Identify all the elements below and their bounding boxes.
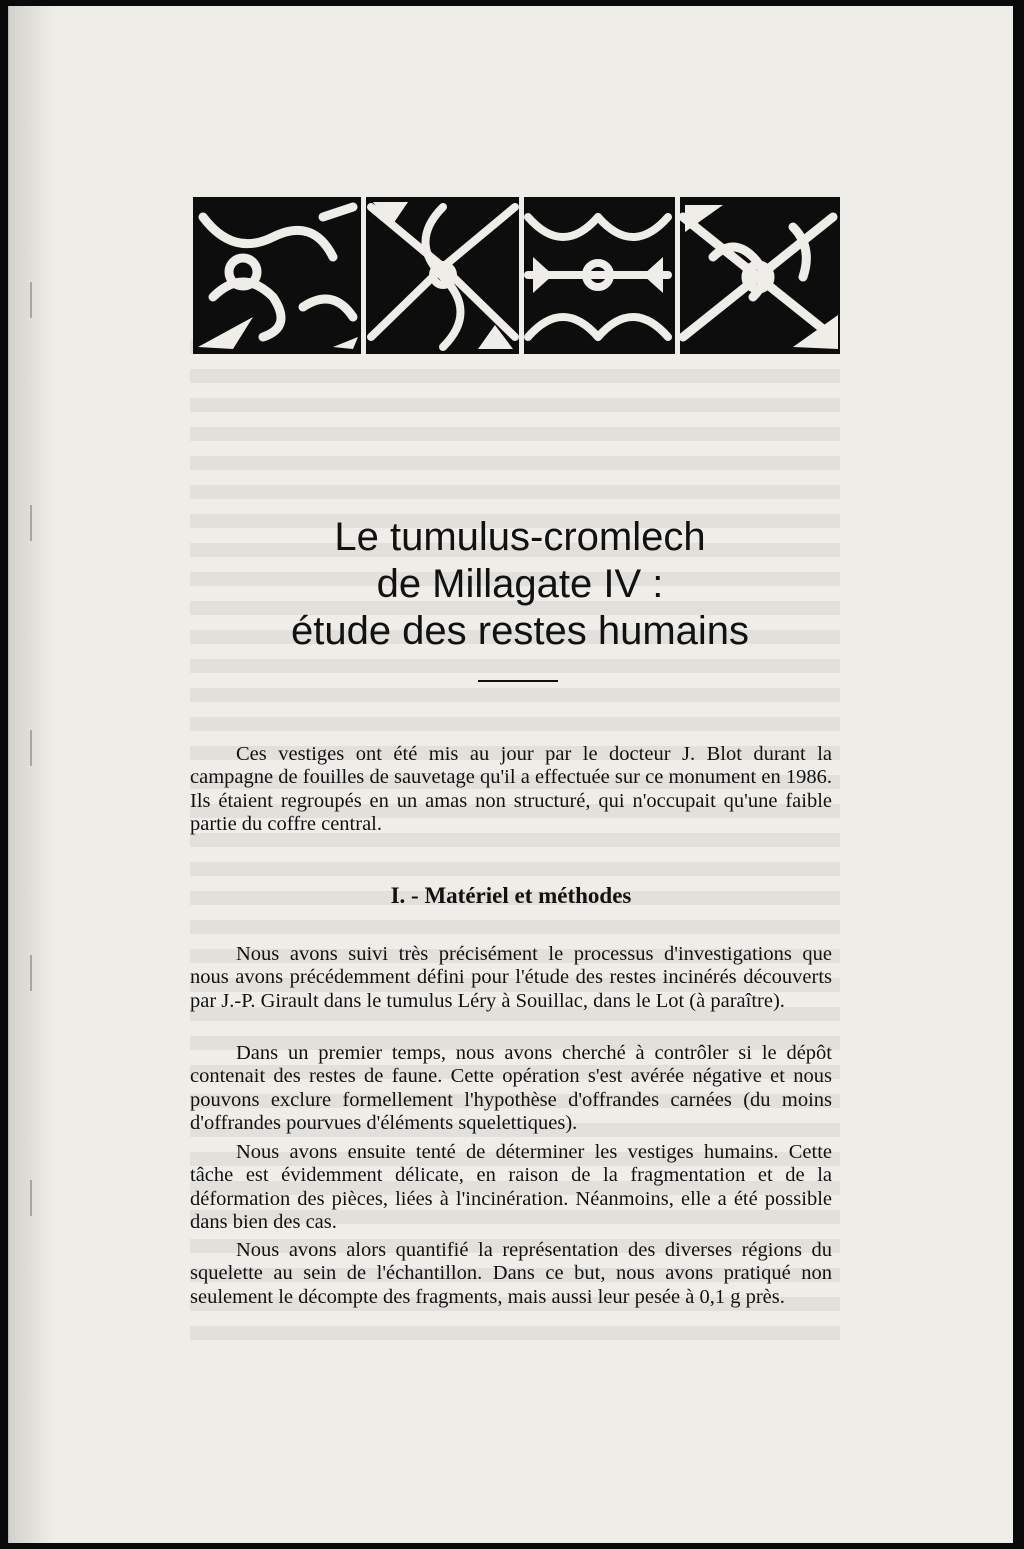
binding-stitch (30, 282, 32, 318)
title-line: Le tumulus-cromlech (334, 515, 706, 559)
body-paragraph: Nous avons suivi très précisément le processus d'investigations que nous avons précédemment défini pour l'étude des restes incinérés découverts par J.-P. Girault dans le tumulus Léry à Souillac, dans le Lot (à paraître). (190, 943, 832, 1012)
gutter-shadow (8, 6, 54, 1543)
intro-paragraph: Ces vestiges ont été mis au jour par le docteur J. Blot durant la campagne de fouilles de sauvetage qu'il a effectuée sur ce monument en 1986. Ils étaient regroupés en un amas non structuré, qui n'occupait qu'une faible partie du coffre central. (190, 743, 832, 835)
binding-stitch (30, 730, 32, 766)
title-line: de Millagate IV : (376, 562, 664, 606)
title-divider (478, 680, 558, 682)
binding-stitch (30, 505, 32, 541)
body-paragraph: Nous avons ensuite tenté de déterminer les vestiges humains. Cette tâche est évidemment délicate, en raison de la fragmentation et de la déformation des pièces, liées à l'incinération. Néanmoins, elle a été possible dans bien des cas. (190, 1141, 832, 1233)
body-paragraph: Dans un premier temps, nous avons cherché à contrôler si le dépôt contenait des restes de faune. Cette opération s'est avérée négative et nous pouvons exclure formellement l'hypothèse d'offrandes carnées (du moins d'offrandes pourvues d'éléments squelettiques). (190, 1042, 832, 1134)
section-heading: I. - Matériel et méthodes (390, 883, 632, 908)
decorative-ornament-band (193, 197, 840, 354)
article-title (200, 514, 840, 655)
body-paragraph: Nous avons alors quantifié la représentation des diverses régions du squelette au sein de l'échantillon. Dans ce but, nous avons pratiqué non seulement le décompte des fragments, mais aussi leur pesée à 0,1 g près. (190, 1239, 832, 1308)
binding-stitch (30, 1180, 32, 1216)
binding-stitch (30, 955, 32, 991)
title-line: étude des restes humains (290, 609, 750, 653)
